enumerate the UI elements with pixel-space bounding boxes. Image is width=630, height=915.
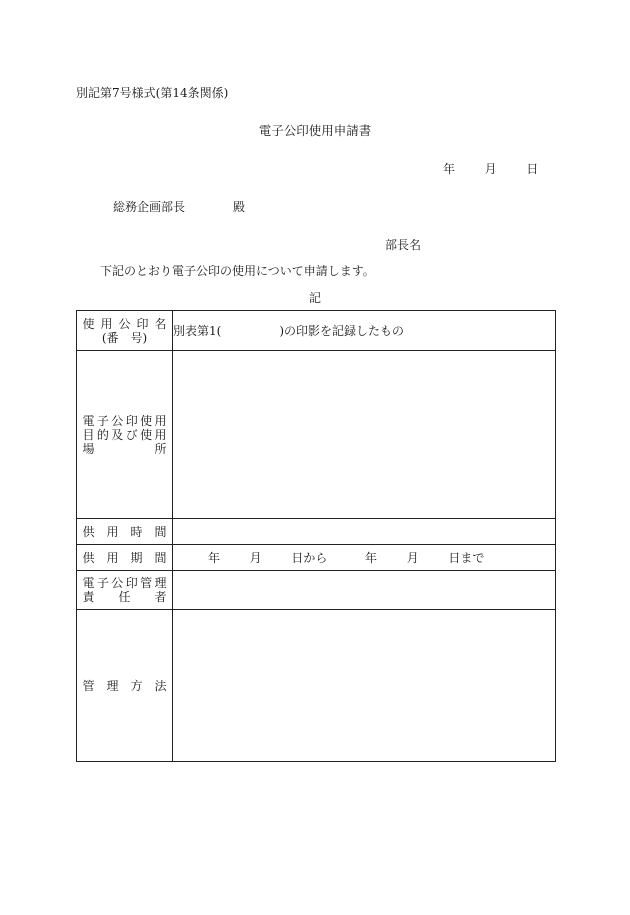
table-row-service-period: [77, 545, 556, 571]
date-month: 月: [484, 162, 497, 176]
label-purpose-line3: 場所: [82, 441, 167, 456]
date-day: 日: [526, 162, 539, 176]
value-service-time[interactable]: [173, 519, 556, 545]
value-management-method[interactable]: [173, 610, 556, 762]
label-manager: 電子公印管理 責任者: [77, 571, 173, 610]
period-month-from: 月: [249, 551, 262, 565]
date-line: [443, 160, 538, 177]
period-day-to: 日まで: [448, 551, 485, 565]
form-number: 別記第7号様式(第14条関係): [76, 86, 229, 100]
value-service-period[interactable]: [173, 545, 556, 571]
period-month-to: 月: [406, 551, 419, 565]
addressee-name: 総務企画部長: [113, 200, 186, 214]
label-seal-name: [77, 311, 173, 351]
application-table: [76, 310, 556, 762]
value-seal-name[interactable]: [173, 311, 556, 351]
table-row-management-method: [77, 610, 556, 762]
period-year-to: 年: [365, 551, 378, 565]
applicant-label: 部長名: [385, 238, 422, 252]
date-year: 年: [443, 162, 456, 176]
table-row-purpose: [77, 351, 556, 519]
ki-heading: 記: [308, 291, 321, 305]
table-row-manager: [77, 571, 556, 610]
period-day-from: 日から: [291, 551, 328, 565]
seal-table-suffix: )の印影を記録したもの: [279, 324, 405, 338]
period-year-from: 年: [208, 551, 221, 565]
value-manager[interactable]: [173, 571, 556, 610]
seal-table-prefix: 別表第1(: [173, 324, 222, 338]
addressee-honorific: 殿: [233, 200, 246, 214]
label-purpose-line1: 電子公印使用: [82, 413, 167, 428]
table-row-service-time: [77, 519, 556, 545]
request-text: 下記のとおり電子公印の使用について申請します。: [100, 264, 375, 278]
label-service-time: 供用時間: [77, 519, 173, 545]
addressee: [113, 198, 245, 215]
label-management-method: 管理方法: [77, 610, 173, 762]
label-seal-name-line2: (番 号): [101, 330, 148, 345]
value-purpose[interactable]: [173, 351, 556, 519]
label-seal-name-line1: 使用公印名: [82, 316, 167, 331]
table-row-seal-name: [77, 311, 556, 351]
label-service-period: 供用期間: [77, 545, 173, 571]
label-purpose-line2: 目的及び使用: [82, 427, 167, 442]
document-title: 電子公印使用申請書: [258, 123, 372, 138]
label-purpose: [77, 351, 173, 519]
